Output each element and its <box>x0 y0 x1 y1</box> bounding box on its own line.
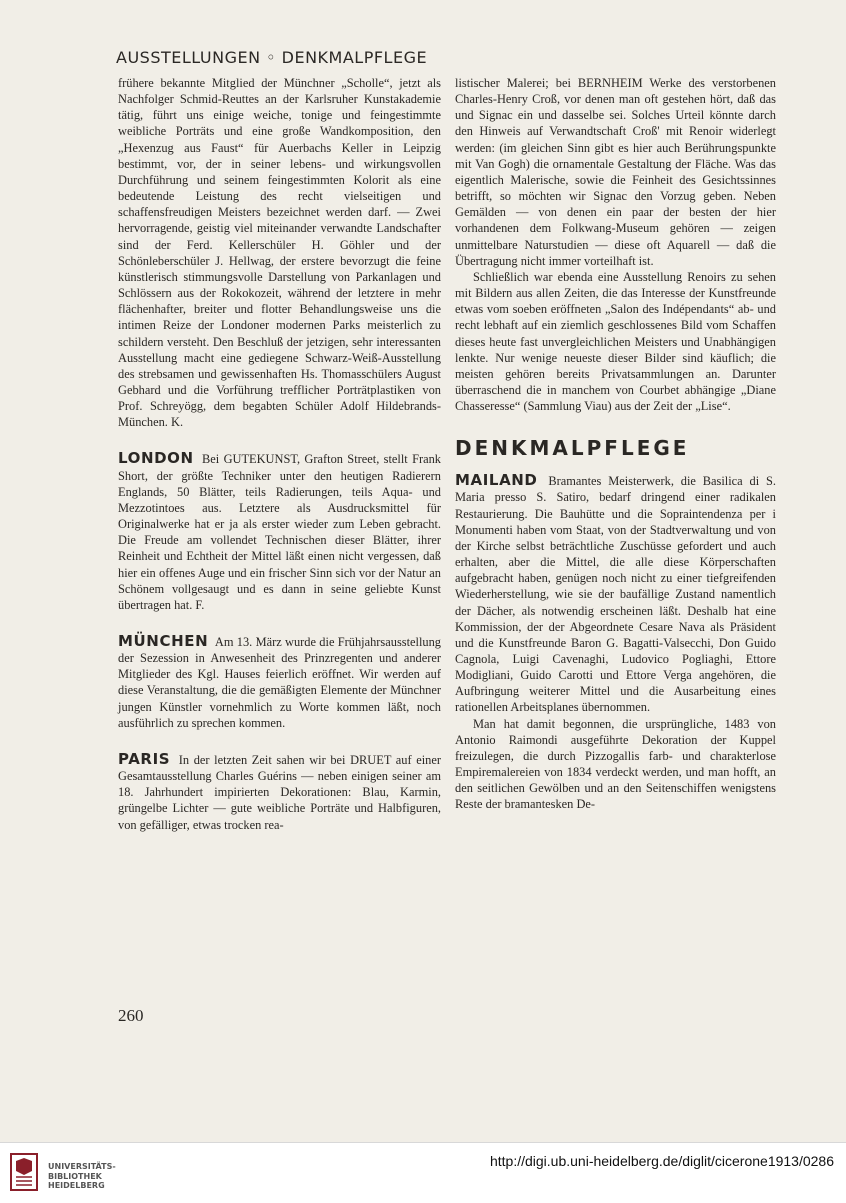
article-intro-paragraph: frühere bekannte Mitglied der Münchner „Scholle“, jetzt als Nachfolger Schmid-Reuttes an der Karlsruher Kunstakademie tätig, führt uns einige weiche, tonige und feingestimmte weibliche Porträts und eine große Wandkomposition, den „Hexenzug aus Faust“ für Auerbachs Keller in Leipzig bestimmt, vor, der in seiner lebens- und wirkungsvollen Durchführung und seinem feingestimmten Kolorit als eine bedeutende Leistung des recht vielseitigen und schaffensfreudigen Meisters bezeichnet werden darf. — Zwei hervorragende, geistig viel miteinander verwandte Landschafter sind der Ferd. Kellerschüler H. Göhler und der Schönleberschüler J. Hellwag, der erstere bevorzugt die feine künstlerisch stimmungsvolle Darstellung von Parkanlagen und Schlössern aus der Rokokozeit, während der letztere in mehr flächenhafter, breiter und flotter Behandlungsweise uns die intimen Reize der Londoner modernen Parks meisterlich zu schildern versteht. Den Beschluß der jetzigen, sehr interessanten Ausstellung macht eine gediegene Schwarz-Weiß-Ausstellung des strebsamen und gewissenhaften Hs. Thomasschülers August Gebhard und die Vorführung trefflicher Porträtplastiken von Prof. Schreyögg, dem begabten Schüler Adolf Hildebrands-München. K. <box>118 76 441 430</box>
permalink-url[interactable]: http://digi.ub.uni-heidelberg.de/diglit/cicerone1913/0286 <box>489 1153 834 1169</box>
running-head: AUSSTELLUNGEN ◦ DENKMALPFLEGE <box>116 48 428 67</box>
paris-heading: PARIS <box>118 749 171 768</box>
article-muenchen <box>118 633 441 731</box>
muenchen-text: Am 13. März wurde die Frühjahrsausstellung der Sezession in Anwesenheit des Prinzregenten und anderer Mitglieder des Kgl. Hauses feierlich eröffnet. Wir werden auf diese Veranstaltung, die die gemäßigten Elemente der Münchner jungen Künstler vornehmlich zu Worte kommen läßt, noch ausführlich zu sprechen kommen. <box>118 635 441 730</box>
london-text: Bei GUTEKUNST, Grafton Street, stellt Frank Short, der größte Techniker unter den heutigen Radierern Englands, 50 Blätter, teils Radierungen, teils Aqua- und Mezzotintoes aus. Letztere als Ausdrucksmittel für Originalwerke hat er ja als erster wieder zum Leben gebracht. Die Freude am vollendet Technischen dieser Blätter, ihrer Reinheit und Echtheit der Mittel läßt einen nicht vergessen, daß hier ein offenes Auge und ein frischer Sinn sich vor der Natur an Schönem vollgesaugt und es dann in seine geliebte Kunst übertragen hat. F. <box>118 452 441 612</box>
right-column <box>455 75 776 813</box>
article-london <box>118 450 441 613</box>
muenchen-heading: MÜNCHEN <box>118 632 209 650</box>
mailand-heading: MAILAND <box>455 471 538 490</box>
london-heading: LONDON <box>118 449 194 468</box>
library-logo[interactable] <box>8 1151 138 1195</box>
article-mailand <box>455 472 776 715</box>
section-title-denkmalpflege: DENKMALPFLEGE <box>455 436 690 461</box>
paris-continued-paragraph: listischer Malerei; bei BERNHEIM Werke des verstorbenen Charles-Henry Croß, vor denen man oft gestehen hört, daß das und Signac ein und dasselbe sei. Solches Urteil könnte darch den Hinweis auf Verwandtschaft Croß' mit Renoir widerlegt werden: (im gleichen Sinn gibt es hier auch Berührungspunkte mit Van Gogh) die ornamentale Gestaltung der Fläche. Was das eigentlich Malerische, sowie die Feinheit des Gesichtssinnes betrifft, so möchten wir Signac den Vorzug geben. Neben Gemälden — von denen ein paar der besten der hier vorhandenen dem Folkwang-Museum gehören — zeigen unmittelbare Naturstudien — diese oft Aquarell — daß die Übertragung nicht immer vorteilhaft ist. <box>455 76 776 268</box>
library-name: UNIVERSITÄTS- BIBLIOTHEK HEIDELBERG <box>48 1162 116 1190</box>
article-paris <box>118 751 441 833</box>
mailand-text: Bramantes Meisterwerk, die Basilica di S. Maria presso S. Satiro, bedarf dringend einer radikalen Restaurierung. Die Bauhütte und die Sopraintendenza per i Monumenti haben vom Staat, von der Stadtverwaltung und von der Kirche selbst beträchtliche Zuschüsse gefordert und auch erhalten, aber die Mittel, die alle diese Körperschaften aufgebracht haben, genügen noch nicht zu einer tiefgreifenden Wiederherstellung, wie sie der baufällige Zustand namentlich der Dächer, als notwendig erscheinen läßt. Deshalb hat eine Kommission, der der Abgeordnete Cesare Nava als Präsident und die Kunstfreunde Baron G. Bagatti-Valsecchi, Don Guido Cagnola, Luigi Cavenaghi, Ludovico Pogliaghi, Ettore Modigliani, Guido Carotti und Ettore Verga angehören, die Aufbringung weiterer Mittel und die Ausarbeitung eines rationellen Arbeitsplanes übernommen. <box>455 474 776 715</box>
page-number: 260 <box>118 1006 144 1025</box>
paris-renoir-paragraph: Schließlich war ebenda eine Ausstellung Renoirs zu sehen mit Bildern aus allen Zeiten, die das Interesse der Kunstfreunde etwas vom soeben eröffneten „Salon des Indépendants“ ab- und recht lebhaft auf ein ziemlich geschlossenes Bild vom Schaffen dieses heute fast unvergleichlichen Meisters und Unabhängigen lenkte. Nur wenige neueste dieser Bilder sind käuflich; die meisten gehören bereits Privatsammlungen an. Darunter überraschend die in manchem von Courbet abhängige „Diane Chasseresse“ (Sammlung Viau) aus der Zeit der „Lise“. <box>455 269 776 414</box>
mailand-second-paragraph: Man hat damit begonnen, die ursprüngliche, 1483 von Antonio Raimondi ausgeführte Dekoration der Kuppel freizulegen, die durch Pizzogallis farb- und charakterlose Empiremalereien von 1834 verdeckt werden, und man hofft, an den seitlichen Gewölben und an den Seitenschiffen wenigstens Reste der bramantesken De- <box>455 716 776 812</box>
library-seal-icon <box>8 1151 40 1193</box>
left-column <box>118 75 441 833</box>
viewer-footer <box>0 1142 846 1203</box>
paris-text: In der letzten Zeit sahen wir bei DRUET auf einer Gesamtausstellung Charles Guérins — neben einigen seiner am 18. Jahrhundert impirierten Dekorationen: Blau, Karmin, grüngelbe Lichter — gute weibliche Porträte und Halbfiguren, von gefälliger, etwas trocken rea- <box>118 752 441 832</box>
